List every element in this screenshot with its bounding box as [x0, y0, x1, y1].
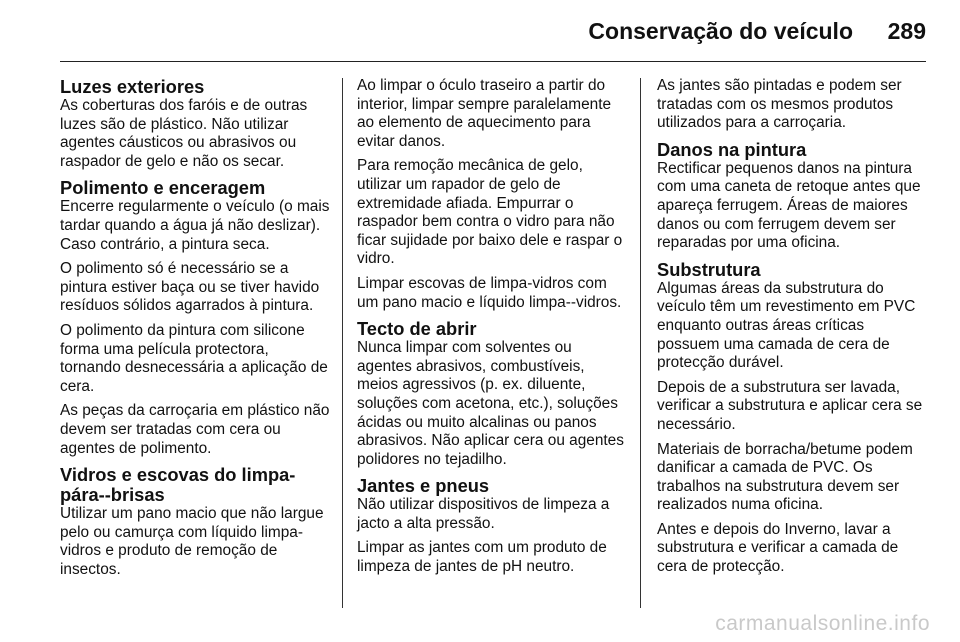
section — [60, 77, 332, 171]
text-column-1 — [60, 77, 332, 586]
paragraph: Para remoção mecânica de gelo, utilizar um rapador de gelo de extremidade afiada. Empurrar o raspador bem contra o vidro para não ficar sujidade por baixo dele e raspar o vidro. — [357, 157, 623, 268]
section-heading: Danos na pintura — [657, 138, 807, 160]
paragraph: Encerre regularmente o veículo (o mais tardar quando a água já não deslizar). Caso contrário, a pintura seca. — [60, 198, 330, 253]
paragraph: Limpar as jantes com um produto de limpeza de jantes de pH neutro. — [357, 539, 607, 576]
paragraph: Materiais de borracha/betume podem danificar a camada de PVC. Os trabalhos na substrutura devem ser realizados numa oficina. — [657, 440, 913, 514]
section — [657, 260, 929, 577]
section-heading: Luzes exteriores — [60, 76, 205, 97]
text-column-3 — [657, 77, 929, 584]
section — [357, 319, 629, 469]
paragraph: O polimento só é necessário se a pintura estiver baça ou se tiver havido resíduos sólidos agarrados à pintura. — [60, 260, 320, 315]
paragraph: Algumas áreas da substrutura do veículo têm um revestimento em PVC enquanto outras áreas críticas possuem uma camada de cera de protecção durável. — [657, 279, 916, 372]
header-divider — [60, 61, 926, 62]
section-heading: Polimento e enceragem — [60, 177, 266, 199]
section-heading: Jantes e pneus — [357, 475, 490, 497]
paragraph: Limpar escovas de limpa-vidros com um pano macio e líquido limpa--vidros. — [357, 274, 622, 311]
paragraph: Nunca limpar com solventes ou agentes abrasivos, combustíveis, meios agressivos (p. ex. diluente, soluções com acetona, etc.), soluções ácidas ou muito alcalinas ou panos abrasivos. Não aplicar cera ou agentes polidores no tejadilho. — [357, 339, 624, 468]
section — [357, 476, 629, 576]
paragraph: As peças da carroçaria em plástico não devem ser tratadas com cera ou agentes de polimento. — [60, 402, 330, 457]
paragraph: Rectificar pequenos danos na pintura com uma caneta de retoque antes que apareça ferrugem. Áreas de maiores danos ou com ferrugem devem ser reparadas por uma oficina. — [657, 159, 921, 252]
text-column-2 — [357, 77, 629, 584]
paragraph: O polimento da pintura com silicone forma uma película protectora, tornando desnecessária a aplicação de cera. — [60, 321, 328, 395]
section — [60, 178, 332, 458]
section-heading: Vidros e escovas do limpa-pára--brisas — [60, 464, 296, 506]
paragraph: Não utilizar dispositivos de limpeza a jacto a alta pressão. — [357, 496, 610, 532]
paragraph: Depois de a substrutura ser lavada, verificar a substrutura e aplicar cera se necessário. — [657, 378, 923, 433]
section-heading: Tecto de abrir — [357, 318, 477, 340]
page-number: 289 — [887, 18, 926, 44]
section — [60, 465, 332, 579]
paragraph: Utilizar um pano macio que não largue pelo ou camurça com líquido limpa-vidros e produto de remoção de insectos. — [60, 505, 324, 578]
paragraph: As coberturas dos faróis e de outras luzes são de plástico. Não utilizar agentes cáusticos ou abrasivos ou raspador de gelo e não os secar. — [60, 97, 308, 170]
section — [357, 77, 629, 312]
watermark: carmanualsonline.info — [715, 612, 930, 635]
column-divider — [342, 78, 343, 608]
section — [657, 77, 929, 133]
page-title: Conservação do veículo — [588, 18, 853, 44]
section-heading: Substrutura — [657, 258, 761, 280]
paragraph: As jantes são pintadas e podem ser tratadas com os mesmos produtos utilizados para a carroçaria. — [657, 77, 902, 132]
paragraph: Antes e depois do Inverno, lavar a substrutura e verificar a camada de cera de protecção. — [657, 520, 899, 576]
section — [657, 140, 929, 253]
paragraph: Ao limpar o óculo traseiro a partir do interior, limpar sempre paralelamente ao elemento de aquecimento para evitar danos. — [357, 77, 612, 150]
column-divider — [640, 78, 641, 608]
